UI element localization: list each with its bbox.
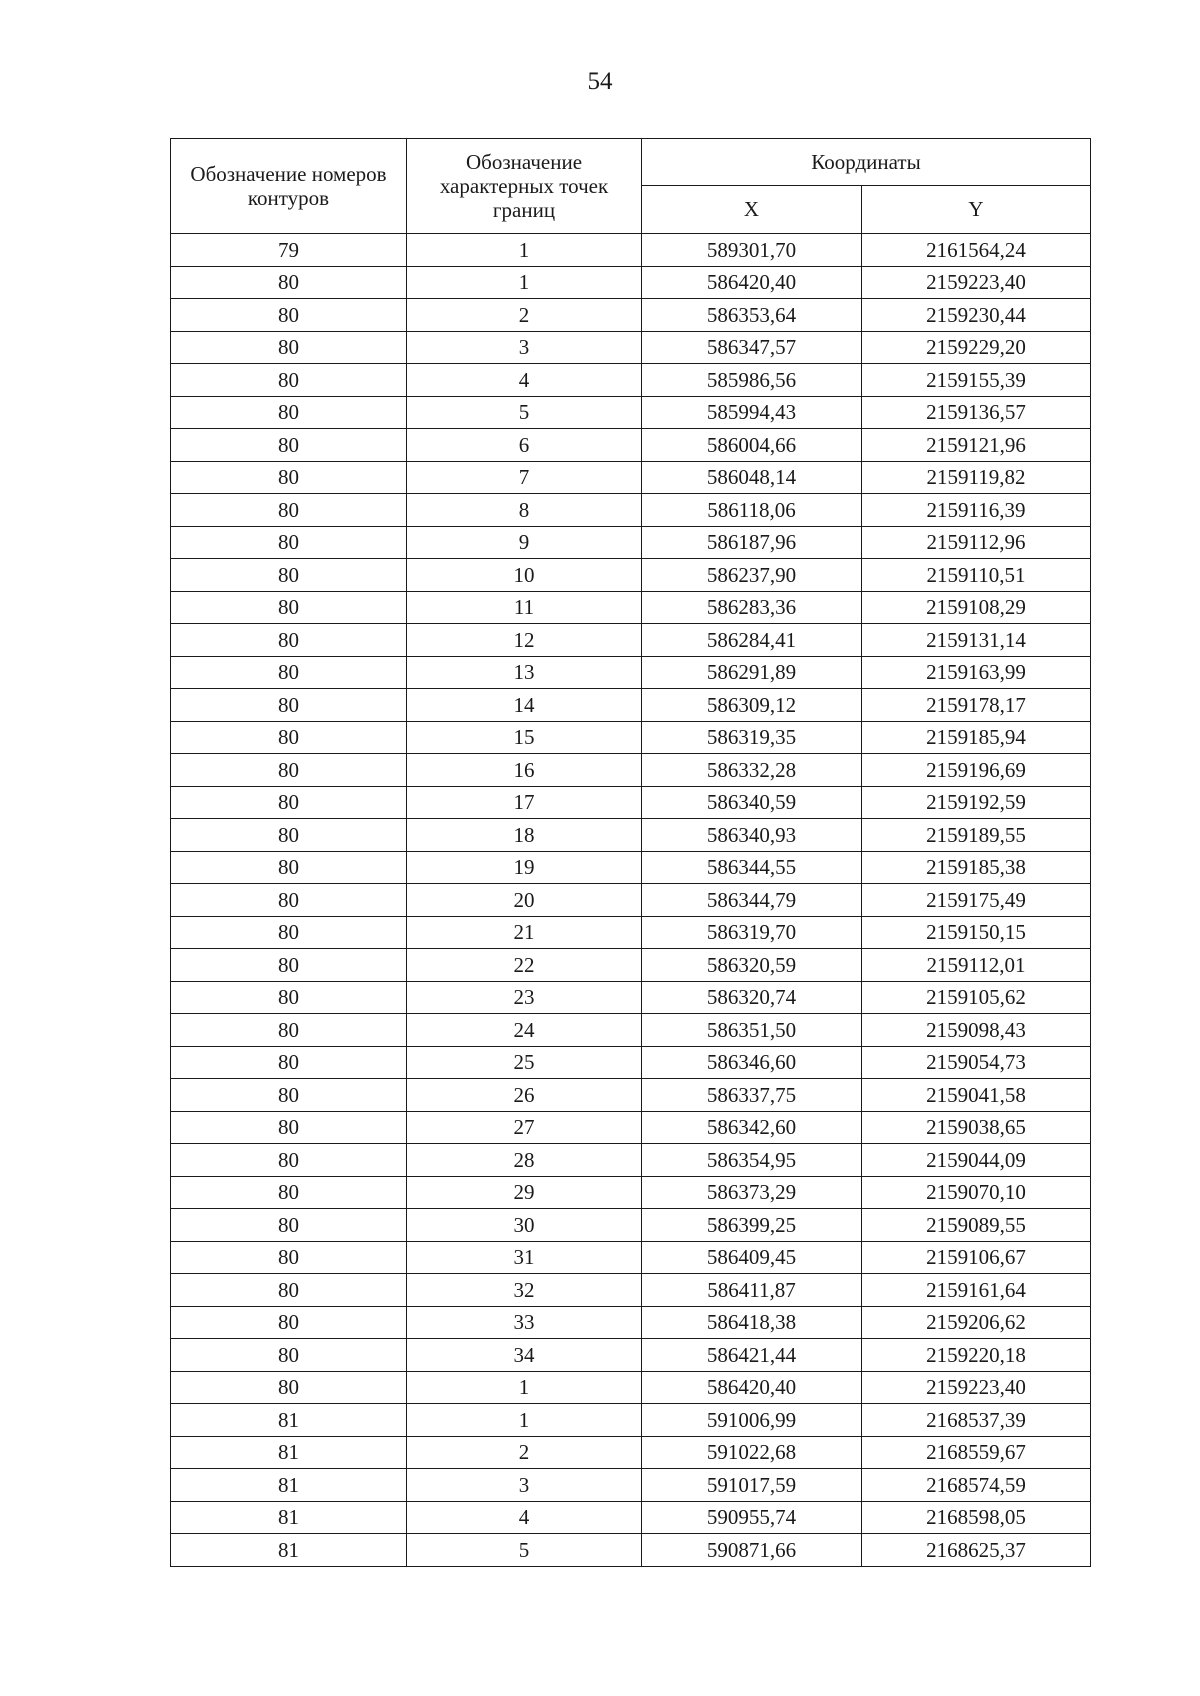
table-row	[171, 1176, 1091, 1209]
y-coordinate-cell: 2159116,39	[862, 494, 1091, 527]
point-number-cell: 23	[407, 981, 642, 1014]
x-coordinate-cell: 586351,50	[642, 1014, 862, 1047]
y-coordinate-cell: 2159220,18	[862, 1339, 1091, 1372]
point-number-cell: 26	[407, 1079, 642, 1112]
contour-number-cell: 80	[171, 689, 407, 722]
x-coordinate-cell: 586291,89	[642, 656, 862, 689]
contour-number-cell: 80	[171, 721, 407, 754]
y-coordinate-cell: 2168574,59	[862, 1469, 1091, 1502]
x-coordinate-cell: 586373,29	[642, 1176, 862, 1209]
contour-number-cell: 80	[171, 591, 407, 624]
point-number-cell: 5	[407, 396, 642, 429]
x-coordinate-cell: 586332,28	[642, 754, 862, 787]
table-row	[171, 1144, 1091, 1177]
table-row	[171, 1079, 1091, 1112]
contour-number-cell: 80	[171, 266, 407, 299]
contour-number-cell: 80	[171, 1176, 407, 1209]
contour-number-cell: 80	[171, 526, 407, 559]
table-row	[171, 461, 1091, 494]
point-number-cell: 17	[407, 786, 642, 819]
x-coordinate-cell: 590955,74	[642, 1501, 862, 1534]
contour-number-cell: 80	[171, 884, 407, 917]
point-number-cell: 20	[407, 884, 642, 917]
table-row	[171, 1501, 1091, 1534]
table-row	[171, 1274, 1091, 1307]
header-x: X	[642, 186, 862, 234]
point-number-cell: 5	[407, 1534, 642, 1567]
table-row	[171, 331, 1091, 364]
y-coordinate-cell: 2168625,37	[862, 1534, 1091, 1567]
table-row	[171, 1306, 1091, 1339]
point-number-cell: 4	[407, 364, 642, 397]
contour-number-cell: 80	[171, 1144, 407, 1177]
y-coordinate-cell: 2159108,29	[862, 591, 1091, 624]
x-coordinate-cell: 586342,60	[642, 1111, 862, 1144]
table-row	[171, 299, 1091, 332]
point-number-cell: 2	[407, 299, 642, 332]
contour-number-cell: 80	[171, 1306, 407, 1339]
y-coordinate-cell: 2159206,62	[862, 1306, 1091, 1339]
y-coordinate-cell: 2159223,40	[862, 1371, 1091, 1404]
x-coordinate-cell: 586319,70	[642, 916, 862, 949]
y-coordinate-cell: 2159098,43	[862, 1014, 1091, 1047]
point-number-cell: 1	[407, 1404, 642, 1437]
x-coordinate-cell: 586237,90	[642, 559, 862, 592]
point-number-cell: 1	[407, 1371, 642, 1404]
y-coordinate-cell: 2159163,99	[862, 656, 1091, 689]
point-number-cell: 13	[407, 656, 642, 689]
y-coordinate-cell: 2159230,44	[862, 299, 1091, 332]
contour-number-cell: 80	[171, 364, 407, 397]
y-coordinate-cell: 2159131,14	[862, 624, 1091, 657]
y-coordinate-cell: 2159223,40	[862, 266, 1091, 299]
y-coordinate-cell: 2161564,24	[862, 234, 1091, 267]
y-coordinate-cell: 2168537,39	[862, 1404, 1091, 1437]
table-row	[171, 1371, 1091, 1404]
contour-number-cell: 80	[171, 1209, 407, 1242]
y-coordinate-cell: 2159150,15	[862, 916, 1091, 949]
table-body	[171, 234, 1091, 1567]
x-coordinate-cell: 586344,79	[642, 884, 862, 917]
table-row	[171, 689, 1091, 722]
table-row	[171, 981, 1091, 1014]
table-row	[171, 1014, 1091, 1047]
contour-number-cell: 80	[171, 624, 407, 657]
table-row	[171, 949, 1091, 982]
y-coordinate-cell: 2159038,65	[862, 1111, 1091, 1144]
table-row	[171, 786, 1091, 819]
point-number-cell: 28	[407, 1144, 642, 1177]
contour-number-cell: 80	[171, 494, 407, 527]
contour-number-cell: 80	[171, 461, 407, 494]
contour-number-cell: 80	[171, 1111, 407, 1144]
contour-number-cell: 80	[171, 754, 407, 787]
point-number-cell: 21	[407, 916, 642, 949]
contour-number-cell: 80	[171, 331, 407, 364]
point-number-cell: 4	[407, 1501, 642, 1534]
point-number-cell: 19	[407, 851, 642, 884]
table-row	[171, 559, 1091, 592]
contour-number-cell: 80	[171, 819, 407, 852]
contour-number-cell: 79	[171, 234, 407, 267]
x-coordinate-cell: 586344,55	[642, 851, 862, 884]
x-coordinate-cell: 586353,64	[642, 299, 862, 332]
x-coordinate-cell: 586309,12	[642, 689, 862, 722]
contour-number-cell: 81	[171, 1501, 407, 1534]
contour-number-cell: 80	[171, 299, 407, 332]
y-coordinate-cell: 2159070,10	[862, 1176, 1091, 1209]
table-row	[171, 396, 1091, 429]
point-number-cell: 27	[407, 1111, 642, 1144]
x-coordinate-cell: 585994,43	[642, 396, 862, 429]
y-coordinate-cell: 2159161,64	[862, 1274, 1091, 1307]
table-row	[171, 624, 1091, 657]
point-number-cell: 22	[407, 949, 642, 982]
y-coordinate-cell: 2159089,55	[862, 1209, 1091, 1242]
point-number-cell: 1	[407, 266, 642, 299]
contour-number-cell: 80	[171, 851, 407, 884]
contour-number-cell: 80	[171, 1241, 407, 1274]
table-row	[171, 494, 1091, 527]
y-coordinate-cell: 2168598,05	[862, 1501, 1091, 1534]
contour-number-cell: 80	[171, 1274, 407, 1307]
x-coordinate-cell: 586418,38	[642, 1306, 862, 1339]
x-coordinate-cell: 585986,56	[642, 364, 862, 397]
y-coordinate-cell: 2159112,01	[862, 949, 1091, 982]
y-coordinate-cell: 2159175,49	[862, 884, 1091, 917]
point-number-cell: 18	[407, 819, 642, 852]
table-row	[171, 1436, 1091, 1469]
x-coordinate-cell: 591017,59	[642, 1469, 862, 1502]
table-row	[171, 819, 1091, 852]
point-number-cell: 10	[407, 559, 642, 592]
header-coordinates: Координаты	[642, 139, 1091, 186]
point-number-cell: 3	[407, 1469, 642, 1502]
x-coordinate-cell: 586284,41	[642, 624, 862, 657]
x-coordinate-cell: 586320,59	[642, 949, 862, 982]
x-coordinate-cell: 586346,60	[642, 1046, 862, 1079]
x-coordinate-cell: 586340,93	[642, 819, 862, 852]
x-coordinate-cell: 589301,70	[642, 234, 862, 267]
y-coordinate-cell: 2159119,82	[862, 461, 1091, 494]
header-contour-numbers	[171, 139, 407, 234]
table-row	[171, 656, 1091, 689]
point-number-cell: 3	[407, 331, 642, 364]
x-coordinate-cell: 586399,25	[642, 1209, 862, 1242]
contour-number-cell: 81	[171, 1534, 407, 1567]
header-y: Y	[862, 186, 1091, 234]
table-row	[171, 851, 1091, 884]
contour-number-cell: 81	[171, 1469, 407, 1502]
table-header	[171, 139, 1091, 234]
table-row	[171, 884, 1091, 917]
y-coordinate-cell: 2168559,67	[862, 1436, 1091, 1469]
x-coordinate-cell: 586004,66	[642, 429, 862, 462]
x-coordinate-cell: 586409,45	[642, 1241, 862, 1274]
point-number-cell: 25	[407, 1046, 642, 1079]
point-number-cell: 9	[407, 526, 642, 559]
point-number-cell: 11	[407, 591, 642, 624]
contour-number-cell: 80	[171, 1339, 407, 1372]
point-number-cell: 8	[407, 494, 642, 527]
y-coordinate-cell: 2159192,59	[862, 786, 1091, 819]
y-coordinate-cell: 2159041,58	[862, 1079, 1091, 1112]
y-coordinate-cell: 2159155,39	[862, 364, 1091, 397]
contour-number-cell: 81	[171, 1436, 407, 1469]
y-coordinate-cell: 2159105,62	[862, 981, 1091, 1014]
y-coordinate-cell: 2159185,38	[862, 851, 1091, 884]
contour-number-cell: 80	[171, 396, 407, 429]
contour-number-cell: 80	[171, 429, 407, 462]
point-number-cell: 29	[407, 1176, 642, 1209]
y-coordinate-cell: 2159196,69	[862, 754, 1091, 787]
point-number-cell: 14	[407, 689, 642, 722]
x-coordinate-cell: 591022,68	[642, 1436, 862, 1469]
y-coordinate-cell: 2159106,67	[862, 1241, 1091, 1274]
contour-number-cell: 80	[171, 916, 407, 949]
point-number-cell: 2	[407, 1436, 642, 1469]
contour-number-cell: 80	[171, 559, 407, 592]
y-coordinate-cell: 2159189,55	[862, 819, 1091, 852]
contour-number-cell: 80	[171, 981, 407, 1014]
table-row	[171, 1469, 1091, 1502]
x-coordinate-cell: 586354,95	[642, 1144, 862, 1177]
header-contour-numbers-label: Обозначение номеров контуров	[190, 161, 387, 210]
contour-number-cell: 80	[171, 1014, 407, 1047]
y-coordinate-cell: 2159229,20	[862, 331, 1091, 364]
point-number-cell: 24	[407, 1014, 642, 1047]
contour-number-cell: 80	[171, 1046, 407, 1079]
point-number-cell: 1	[407, 234, 642, 267]
x-coordinate-cell: 586421,44	[642, 1339, 862, 1372]
point-number-cell: 12	[407, 624, 642, 657]
y-coordinate-cell: 2159054,73	[862, 1046, 1091, 1079]
y-coordinate-cell: 2159044,09	[862, 1144, 1091, 1177]
point-number-cell: 31	[407, 1241, 642, 1274]
x-coordinate-cell: 590871,66	[642, 1534, 862, 1567]
table-row	[171, 721, 1091, 754]
y-coordinate-cell: 2159136,57	[862, 396, 1091, 429]
header-boundary-points-label: Обозначение характерных точек границ	[439, 149, 609, 223]
table-row	[171, 526, 1091, 559]
table-row	[171, 1534, 1091, 1567]
point-number-cell: 30	[407, 1209, 642, 1242]
x-coordinate-cell: 586420,40	[642, 266, 862, 299]
y-coordinate-cell: 2159121,96	[862, 429, 1091, 462]
y-coordinate-cell: 2159178,17	[862, 689, 1091, 722]
x-coordinate-cell: 586187,96	[642, 526, 862, 559]
contour-number-cell: 80	[171, 786, 407, 819]
x-coordinate-cell: 586320,74	[642, 981, 862, 1014]
table-row	[171, 234, 1091, 267]
y-coordinate-cell: 2159112,96	[862, 526, 1091, 559]
table-row	[171, 429, 1091, 462]
x-coordinate-cell: 586048,14	[642, 461, 862, 494]
point-number-cell: 7	[407, 461, 642, 494]
point-number-cell: 16	[407, 754, 642, 787]
coordinates-table	[170, 138, 1091, 1567]
table-row	[171, 364, 1091, 397]
table-row	[171, 1241, 1091, 1274]
table-row	[171, 1046, 1091, 1079]
x-coordinate-cell: 586283,36	[642, 591, 862, 624]
x-coordinate-cell: 591006,99	[642, 1404, 862, 1437]
y-coordinate-cell: 2159110,51	[862, 559, 1091, 592]
x-coordinate-cell: 586319,35	[642, 721, 862, 754]
point-number-cell: 6	[407, 429, 642, 462]
point-number-cell: 15	[407, 721, 642, 754]
point-number-cell: 32	[407, 1274, 642, 1307]
contour-number-cell: 81	[171, 1404, 407, 1437]
table-row	[171, 1339, 1091, 1372]
table-row	[171, 754, 1091, 787]
contour-number-cell: 80	[171, 656, 407, 689]
point-number-cell: 34	[407, 1339, 642, 1372]
x-coordinate-cell: 586340,59	[642, 786, 862, 819]
header-boundary-points	[407, 139, 642, 234]
table-row	[171, 916, 1091, 949]
contour-number-cell: 80	[171, 1371, 407, 1404]
x-coordinate-cell: 586411,87	[642, 1274, 862, 1307]
x-coordinate-cell: 586337,75	[642, 1079, 862, 1112]
page-number: 54	[587, 68, 613, 95]
contour-number-cell: 80	[171, 1079, 407, 1112]
table-row	[171, 591, 1091, 624]
x-coordinate-cell: 586420,40	[642, 1371, 862, 1404]
table-row	[171, 1111, 1091, 1144]
point-number-cell: 33	[407, 1306, 642, 1339]
y-coordinate-cell: 2159185,94	[862, 721, 1091, 754]
x-coordinate-cell: 586347,57	[642, 331, 862, 364]
table-row	[171, 1404, 1091, 1437]
table-row	[171, 266, 1091, 299]
contour-number-cell: 80	[171, 949, 407, 982]
x-coordinate-cell: 586118,06	[642, 494, 862, 527]
table-row	[171, 1209, 1091, 1242]
